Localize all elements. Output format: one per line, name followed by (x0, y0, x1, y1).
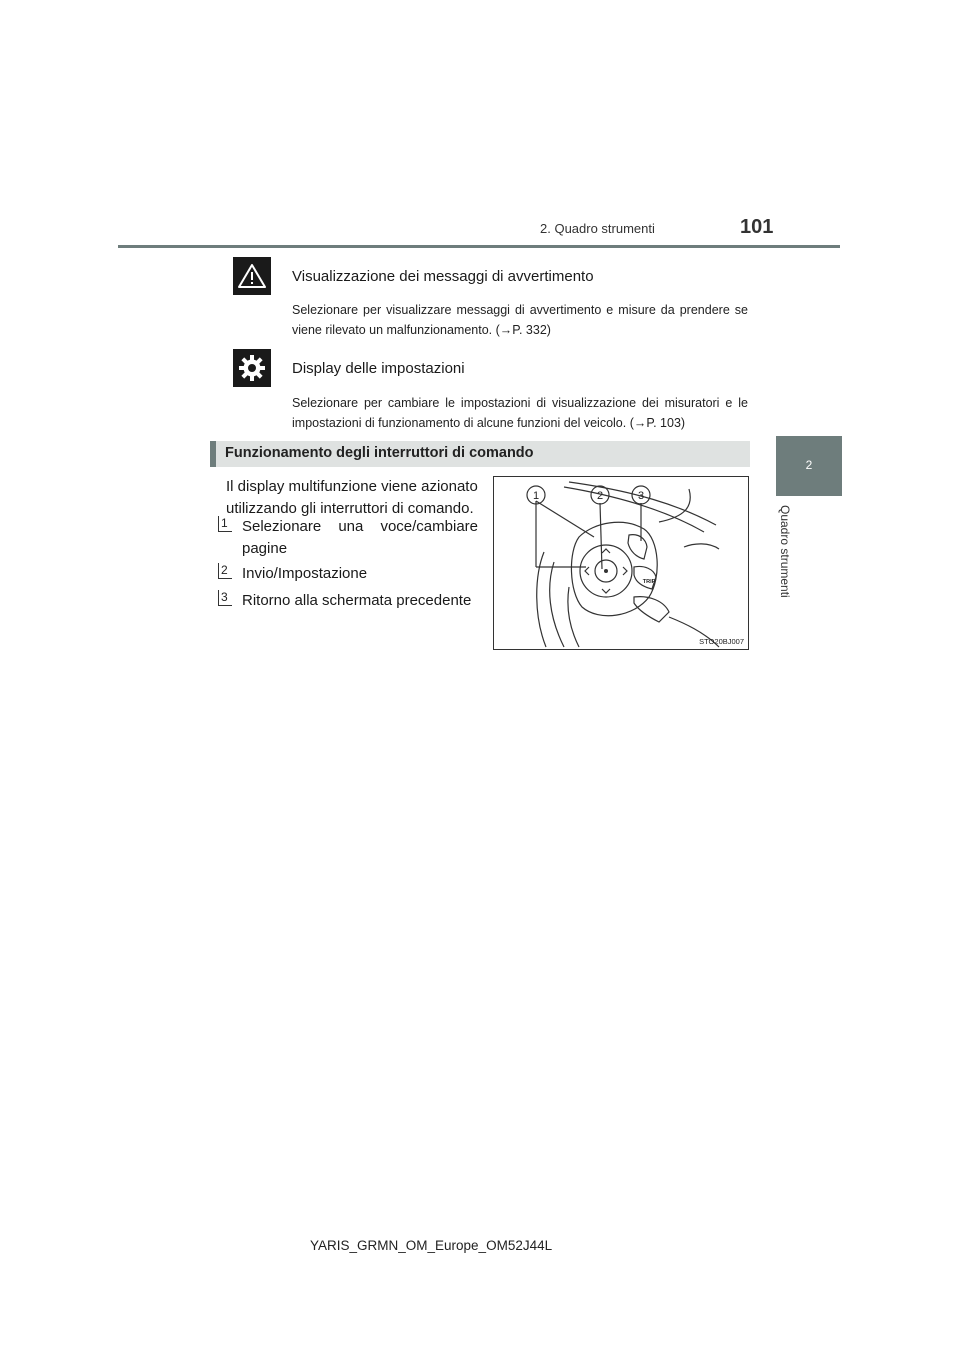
callout-1: 1 (532, 490, 540, 502)
page-number: 101 (740, 216, 774, 238)
settings-display-title: Display delle impostazioni (292, 360, 465, 377)
section-heading-band (210, 441, 750, 467)
section-title: 2. Quadro strumenti (540, 221, 655, 236)
section-heading: Funzionamento degli interruttori di comando (225, 445, 534, 461)
chapter-number: 2 (805, 458, 813, 472)
warning-triangle-icon (233, 257, 271, 295)
section-intro: Il display multifunzione viene azionato utilizzando gli interruttori di comando. (226, 478, 478, 517)
header-rule (118, 245, 840, 248)
list-item-1: Selezionare una voce/cambiare pagine (242, 518, 478, 557)
steering-switch-figure (493, 476, 749, 650)
chapter-label-text: Quadro strumenti (778, 505, 792, 598)
section-heading-accent (210, 441, 216, 467)
warning-messages-description: Selezionare per visualizzare messaggi di avvertimento e misure da prendere se viene rilevato un malfunzionamento. (→P. 332) (292, 303, 748, 337)
list-item-3: Ritorno alla schermata precedente (242, 592, 472, 609)
footer-doc-id: YARIS_GRMN_OM_Europe_OM52J44L (310, 1238, 553, 1253)
trip-button-label: TRIP (642, 579, 656, 585)
callout-2: 2 (596, 490, 604, 502)
list-marker-2: 2 (218, 563, 232, 579)
steering-switch-illustration (494, 477, 748, 649)
figure-id: STO20BJ007 (699, 637, 744, 646)
list-marker-3: 3 (218, 590, 232, 606)
list-marker-1: 1 (218, 516, 232, 532)
gear-icon (233, 349, 271, 387)
chapter-label (778, 505, 818, 615)
warning-messages-title: Visualizzazione dei messaggi di avvertimento (292, 268, 594, 285)
settings-display-description: Selezionare per cambiare le impostazioni di visualizzazione dei misuratori e le impostazioni di funzionamento di alcune funzioni del veicolo. (→P. 103) (292, 396, 748, 430)
list-item-2: Invio/Impostazione (242, 565, 368, 582)
chapter-tab (776, 436, 842, 496)
callout-3: 3 (637, 490, 645, 502)
